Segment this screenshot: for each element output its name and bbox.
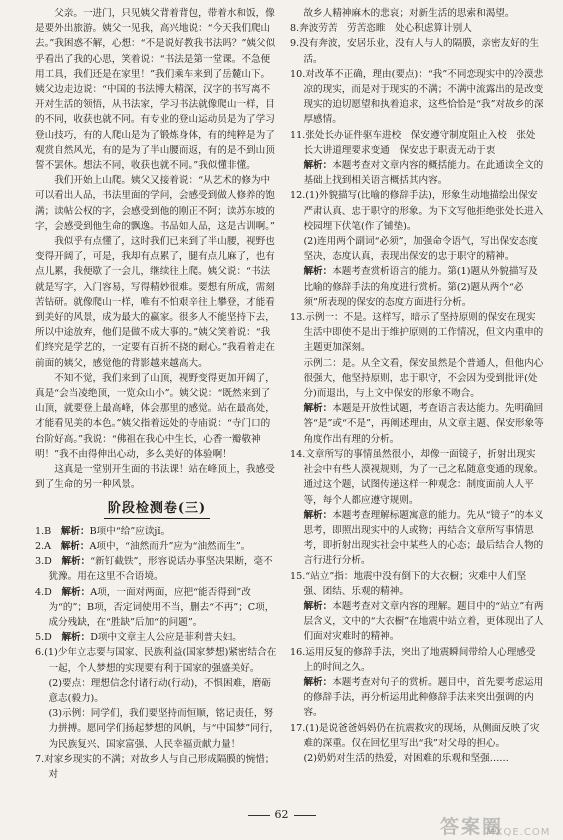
answer-item: 11.张处长办证件驱车进校 保安遵守制度阻止入校 张处长大讲道理要求变通 保安忠于职责无动于衷	[290, 129, 536, 156]
section-title: 阶段检测卷(三)	[35, 501, 279, 516]
answer-item: 9.没有奔波，安居乐业，没有人与人的隔膜，亲密友好的生活。	[290, 38, 539, 65]
answer-subitem: (2)奶奶对生活的热爱，对困难的乐观和坚强……	[303, 752, 509, 764]
explanation-label: 解析：	[60, 525, 90, 537]
watermark-logo: 答案圈 MXQE.COM	[440, 816, 551, 838]
story-paragraph: 这真是一堂别开生面的书法课！站在峰顶上，我感受到了生命的另一种风景。	[35, 464, 275, 491]
answer-item: 16.运用反复的修辞手法，突出了地震瞬间带给人心理感受上的时间之久。	[290, 646, 536, 673]
answer-explanation: 解析：本题考查对句子的赏析。题目中，首先要考虑运用的修辞手法，再分析运用此种修辞手法来突出强调的内容。	[303, 676, 544, 719]
answer-item: 3.D 解析：“新钉截铁”，形容说话办事坚决果断，毫不犹豫。用在这里不合语境。	[35, 556, 273, 583]
explanation-label: 解析：	[61, 586, 91, 598]
answer-item: 14.文章所写的事情虽然很小，却像一面镜子，折射出现实社会中有些人漠视规则，为了一己之私随意变通的现象。通过这个题，试图传递这样一种观念：制度面前人人平等，每个人都应遵守规则。	[290, 448, 544, 506]
answer-item: 4.D 解析：A项，一面对两面，应把“能否得到”改为“的”；B项，否定词使用不当，删去“不再”；C项，成分残缺，在“胜缺”后加“的问题”。	[35, 586, 275, 628]
story-paragraph: 父亲。一进门，只见姨父背着背包，带着水和饭，像是要外出旅游。姨父一见我，高兴地说：“今天我们爬山去。”我困惑不解，心想：“不是说好教我书法吗？”姨父似乎看出了我的心思，笑着说：“书法是第一堂课。不急便用工具，我们还是在家里！”我们乘车来到了岳麓山下。姨父边走边说：“中国的书法博大精深，汉字的书写离不开对生活的领悟，从书法家，学习书法就像爬山一样，目的不同，收获也就不同。有专业的登山运动员是为了学习登山技巧，有的人爬山是为了锻炼身体，有的纯粹是为了观赏自然风光，有的是为了半山腰而返，有的是不到山顶誓不罢休。想法不同，收获也就不同。”我似懂非懂。	[35, 8, 276, 172]
answer-explanation: 解析：本题考查对文章内容的概括能力。在此通读全文的基础上找到相关语言概括其内容。	[303, 160, 544, 187]
story-paragraph: 我们开始上山爬。姨父又接着说：“从艺术的修为中可以看出人品，书法里面的学问，会感受到做人修养的饱满；读帖公权的字，会感受到他的刚正不阿；读苏东坡的字，会感受到他生命的飘逸。书品如人品，这是古训啊。”	[35, 175, 275, 232]
answer-item: 2.A 解析：A项中，“油然而升”应为“油然而生”。	[35, 540, 251, 552]
answer-item: 8.奔波劳苦 劳苦恣睢 处心积虑算计别人	[290, 23, 472, 35]
answer-item: 1.B 解析：B项中“给”应读jǐ。	[35, 525, 171, 537]
answer-subitem: (2)连用两个副词“必须”，加强命令语气，写出保安态度坚决，态度认真，表现出保安的忠于职守的精神。	[303, 236, 538, 263]
story-paragraph: 不知不觉，我们来到了山顶，视野变得更加开阔了，真是“会当凌绝顶，一览众山小”。姨父说：“既然来到了山顶，就要登上最高峰，体会那里的感觉。站在最高处，才能看见美的本色。”姨父指着远处的寺庙说：“寺门口的台阶好高。”我说：“佛祖在我心中生长，心香一瓣敬神明！”我不由得伸出心动，多么美好的体验啊！	[35, 372, 275, 460]
page-number: 62	[0, 808, 563, 821]
answer-item: 5.D 解析：D项中文章主人公应是菲利普夫妇。	[35, 632, 242, 644]
explanation-label: 解析：	[303, 676, 333, 688]
explanation-label: 解析：	[303, 509, 333, 521]
answer-item: 10.对改革不正确，理由(要点)：“我”不同恋现实中的冷漠悲凉的现实，而是对于现实的不满；不满中流露出的是改变现实的迫切愿望和执着追求，这些恰恰是“我”对故乡的深厚感情。	[290, 68, 544, 126]
answer-item: 12.(1)外貌描写(比喻的修辞手法)，形象生动地描绘出保安严肃认真、忠于职守的形象。为下文写他拒绝张处长进入校园埋下伏笔(作了铺垫)。	[290, 190, 544, 232]
explanation-label: 解析：	[303, 600, 333, 612]
answer-subitem: 示例二：是。从全文看，保安虽然是个普通人，但他内心很强大，他坚持原则，忠于职守，不会因为受到批评(处分)而退出，与上文中保安的形象不吻合。	[303, 357, 544, 400]
right-column	[290, 6, 544, 766]
explanation-label: 解析：	[303, 160, 333, 172]
explanation-label: 解析：	[61, 632, 91, 644]
answer-explanation: 解析：本题是开放性试题，考查语言表达能力。先明确回答“是”或“不是”，再阐述理由，从文章主题、保安形象等角度作出有理的分析。	[303, 403, 544, 445]
answer-subitem: (2)要点：理想信念付诸行动(行动)，不惧困难，磨砺意志(毅力)。	[48, 677, 271, 704]
explanation-label: 解析：	[60, 540, 90, 552]
story-paragraph: 我似乎有点懂了，这时我们已来到了半山腰，视野也变得开阔了，可是，我却有点累了，腿有点儿麻了，也有点儿累，我便歇了一会儿，继续往上爬。姨父说：“书法就是写字，入门容易，写得精妙很难。要想有所成，需刻苦钻研。就像爬山一样，唯有不怕艰辛往上攀登，才能看到美好的风景，成为最大的赢家。很多人不能坚持下去，所以中途放弃，他们是做不成大事的。”姨父笑着说：“我们终究是学艺的，一定要有百折不挠的耐心。”我看着走在前面的姨父，感觉他的背影越来越高大。	[35, 236, 275, 369]
explanation-label: 解析：	[303, 403, 333, 415]
answer-explanation: 解析：本题考查对文章内容的理解。题目中的“站立”有两层含义，文中的“大衣橱”在地震中站立着，更体现出了人们面对灾难时的精神。	[303, 600, 544, 643]
explanation-label: 解析：	[303, 266, 333, 278]
answer-item: 7.对家乡现实的不满；对故乡人与自己形成隔膜的惋惜；对	[35, 753, 275, 780]
answer-continuation: 故乡人精神麻木的悲哀；对新生活的思索和渴望。	[303, 8, 515, 19]
answer-subitem: (3)示例：同学们，我们要坚持而恒顺，铭记责任，努力拼搏。愿同学们扬起梦想的风帆，与“中国梦”同行，为民族复兴、国家富强、人民幸福贡献力量！	[48, 708, 279, 750]
explanation-label: 解析：	[61, 556, 91, 568]
answer-item: 17.(1)是说爸爸妈妈仍在抗震救灾的现场，从侧面反映了灾难的深重。仅在回忆里写出“我”对父母的担心。	[290, 722, 540, 749]
answer-item: 15.“站立”指：地震中没有倒下的大衣橱；灾难中人们坚强、团结、乐观的精神。	[290, 570, 527, 597]
left-column	[35, 6, 279, 782]
answer-explanation: 解析：本题考查理解标题寓意的能力。先从“镜子”的本义思考，即照出现实中的人或物；再结合文章所写事情思考，即折射出现实社会中某些人的心态；最后结合人物的言行进行分析。	[303, 509, 544, 567]
answer-item: 6.(1)少年立志要与国家、民族利益(国家梦想)紧密结合在一起，个人梦想的实现要有利于国家的强盛美好。	[35, 647, 277, 674]
answer-item: 13.示例一：不是。这样写，暗示了坚持原则的保安在现实生活中即使不是出于维护原则的工作情况，但文内重申的主题更加深刻。	[290, 312, 544, 354]
answer-explanation: 解析：本题考查赏析语言的能力。第(1)题从外貌描写及比喻的修辞手法的角度进行赏析。第(2)题从两个“必须”所表现的保安的态度方面进行分析。	[303, 266, 538, 308]
